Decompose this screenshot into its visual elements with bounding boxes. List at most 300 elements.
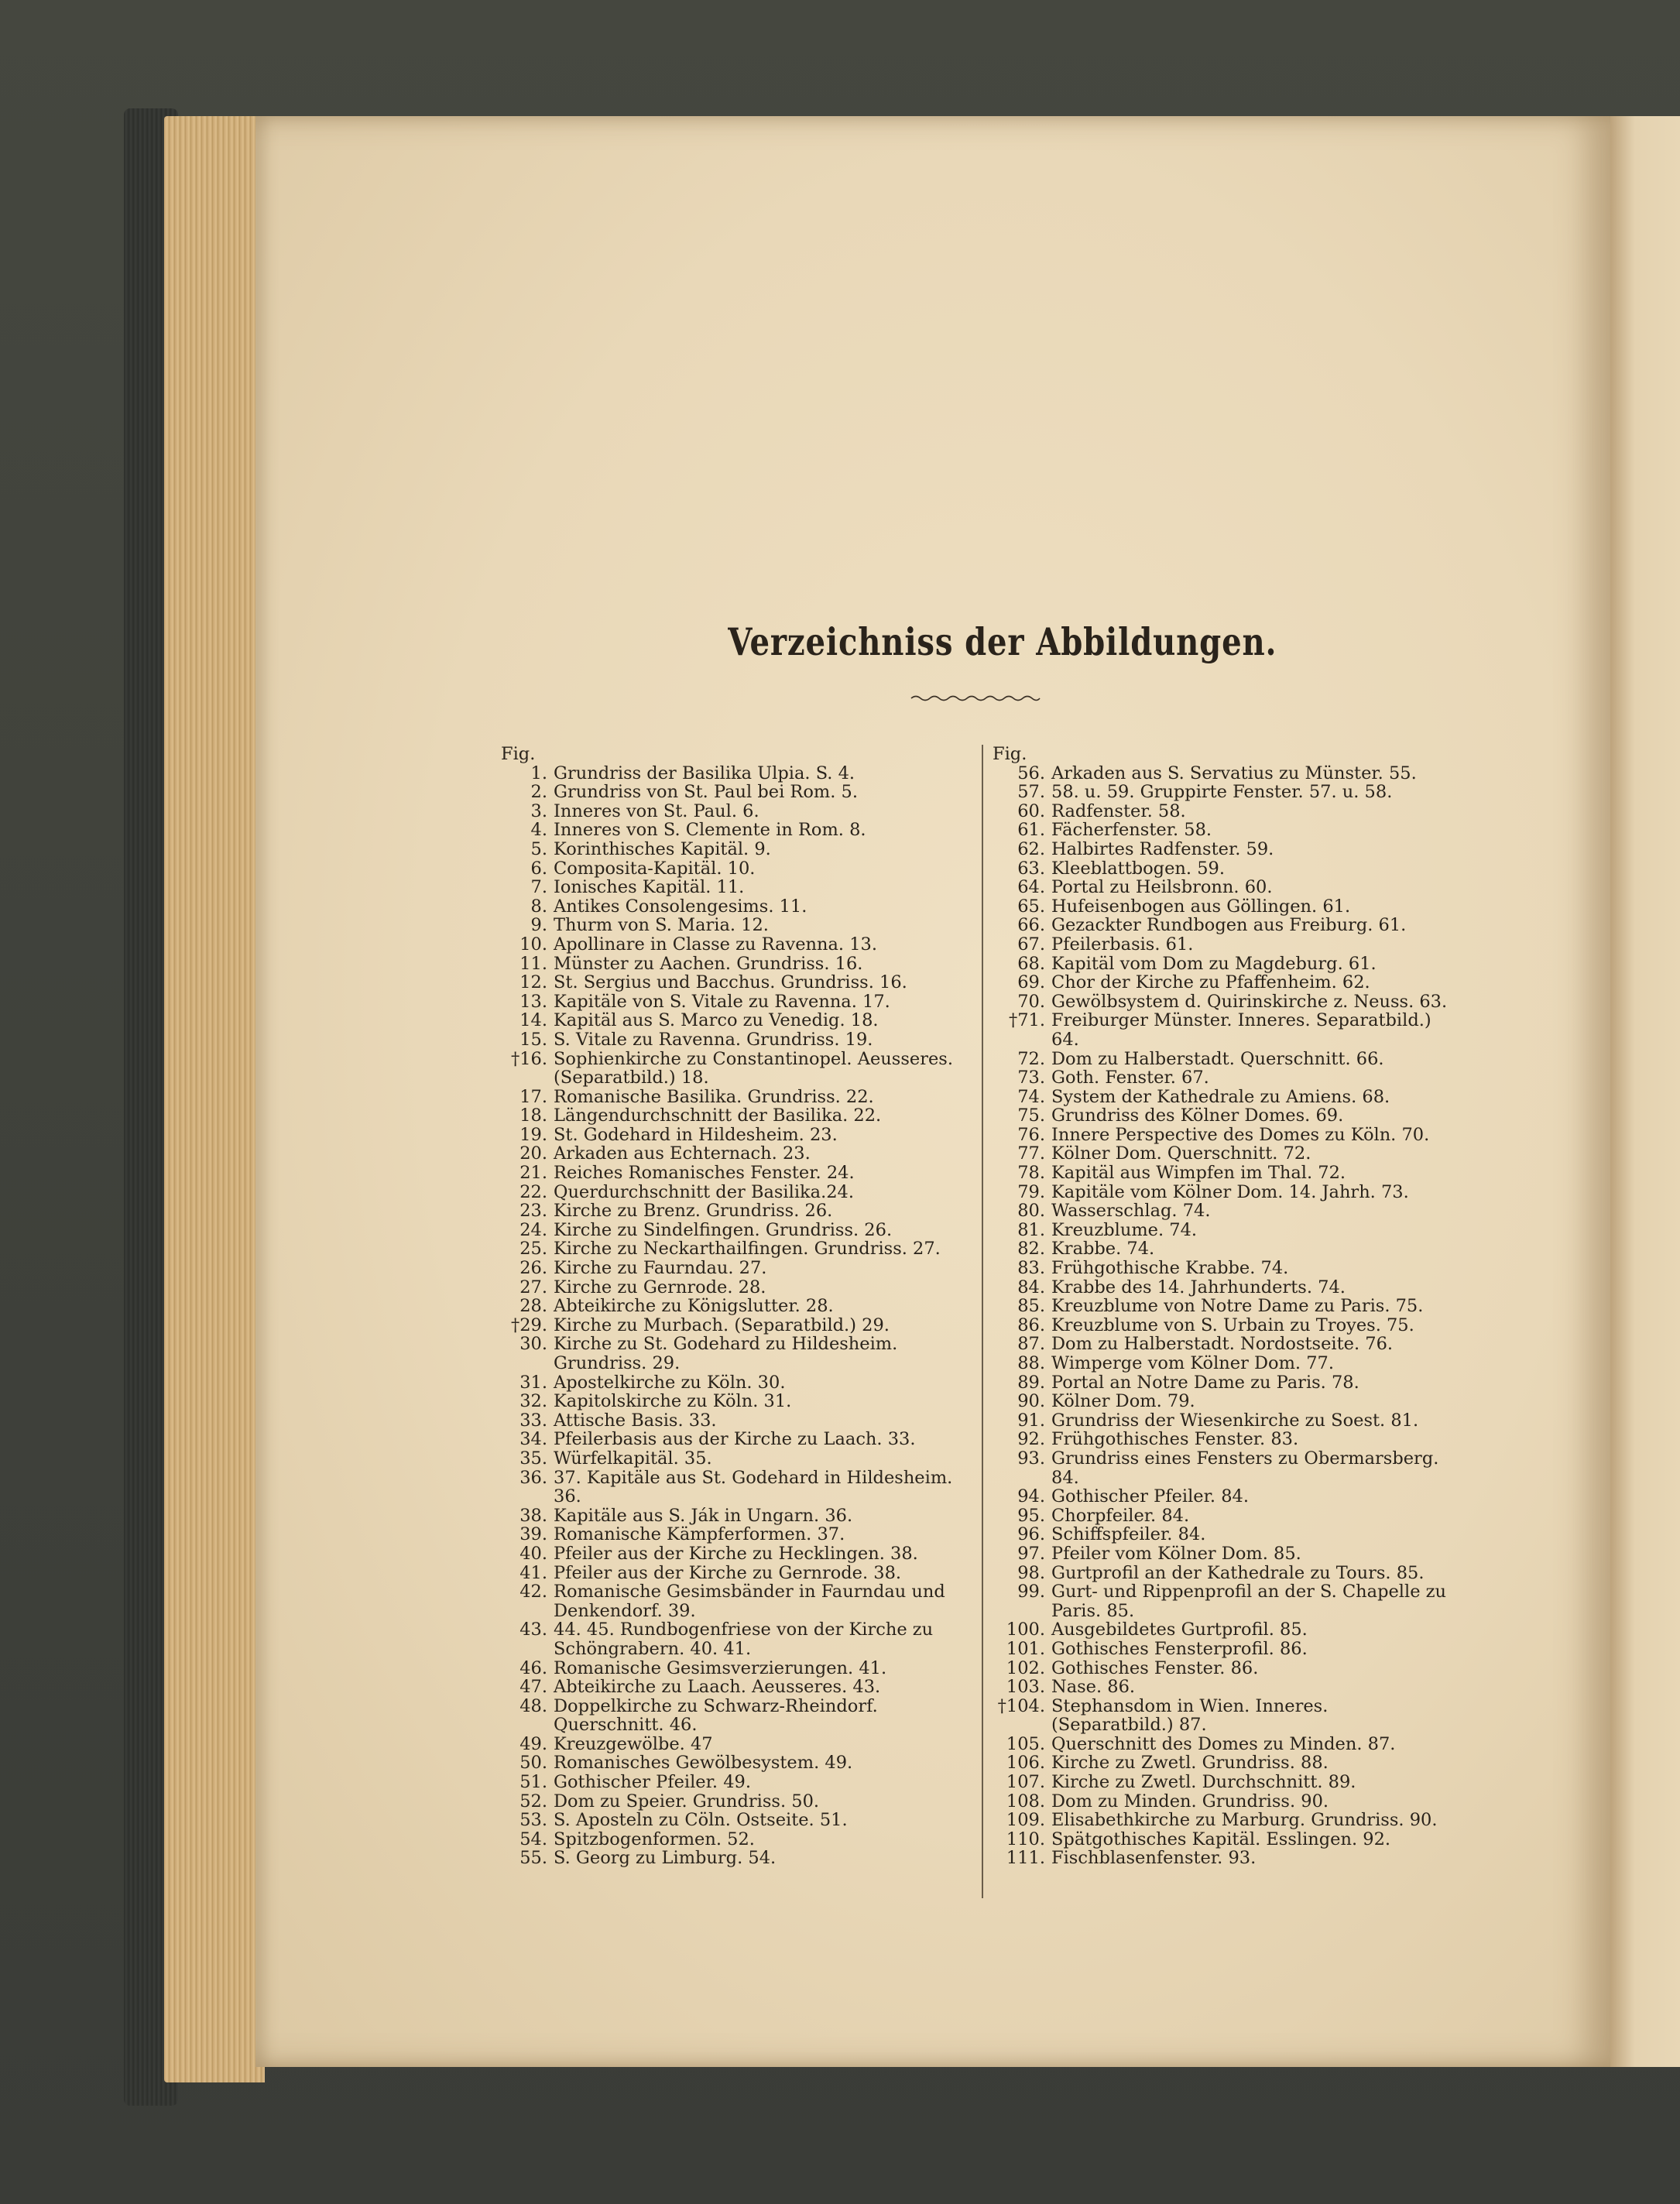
figure-caption: Frühgothische Krabbe. 74.	[1051, 1258, 1289, 1279]
figure-caption: St. Sergius und Bacchus. Grundriss. 16.	[554, 972, 907, 993]
figure-caption: Gothisches Fenster. 86.	[1051, 1657, 1259, 1678]
figure-number: 75.	[1017, 1105, 1045, 1126]
figure-number: 34.	[519, 1429, 547, 1450]
figure-caption: Pfeilerbasis. 61.	[1051, 934, 1194, 955]
figure-caption: Inneres von St. Paul. 6.	[554, 800, 759, 821]
figure-number: 87.	[1017, 1334, 1045, 1355]
figure-entry	[499, 1449, 979, 1469]
figure-number: 4.	[530, 820, 547, 841]
figure-caption: Kapitäle aus S. Ják in Ungarn. 36.	[554, 1505, 853, 1526]
figure-entry	[991, 1753, 1455, 1773]
figure-caption: Krabbe. 74.	[1051, 1239, 1155, 1260]
figure-entry	[499, 1011, 979, 1030]
figure-number: 100.	[1006, 1620, 1045, 1640]
figure-number: 41.	[519, 1562, 547, 1583]
figure-number: 48.	[519, 1695, 547, 1716]
figure-entry	[991, 1678, 1455, 1697]
figure-caption: Antikes Consolengesims. 11.	[554, 896, 807, 917]
figure-caption: Kirche zu Faurndau. 27.	[554, 1258, 767, 1279]
figure-entry	[499, 897, 979, 917]
figure-number: 3.	[530, 800, 547, 821]
figure-caption: Kapitäl aus S. Marco zu Venedig. 18.	[554, 1010, 879, 1031]
title-ornament	[910, 693, 1041, 704]
figure-caption: Innere Perspective des Domes zu Köln. 70.	[1051, 1124, 1430, 1145]
figure-number: 56.	[1017, 763, 1045, 783]
figure-entry	[991, 973, 1455, 992]
figure-entry	[991, 859, 1455, 879]
figure-number: 74.	[1017, 1086, 1045, 1107]
figure-entry	[499, 1106, 979, 1126]
figure-entry	[499, 1792, 979, 1812]
figure-caption: S. Georg zu Limburg. 54.	[554, 1848, 777, 1869]
column-divider	[982, 745, 983, 1898]
left-entries	[499, 764, 979, 1868]
figure-caption: 58. u. 59. Gruppirte Fenster. 57. u. 58.	[1051, 782, 1393, 803]
figure-number: 62.	[1017, 838, 1045, 859]
figure-caption: Kirche zu Zwetl. Durchschnitt. 89.	[1051, 1772, 1356, 1793]
figure-caption: Arkaden aus S. Servatius zu Münster. 55.	[1051, 763, 1417, 783]
figure-number: 47.	[519, 1677, 547, 1698]
figure-entry	[499, 1544, 979, 1564]
figure-entry	[499, 973, 979, 992]
figure-entry	[991, 1354, 1455, 1373]
figure-list-right	[991, 745, 1455, 1868]
next-page-edge	[1610, 116, 1680, 2067]
figure-caption: Kirche zu St. Godehard zu Hildesheim. Grundriss. 29.	[554, 1334, 898, 1373]
figure-number: 64.	[1017, 877, 1045, 898]
figure-entry	[991, 1449, 1455, 1487]
figure-entry	[991, 1411, 1455, 1431]
figure-number: 43.	[519, 1620, 547, 1640]
figure-number: 15.	[519, 1029, 547, 1050]
figure-caption: Stephansdom in Wien. Inneres. (Separatbild.) 87.	[1051, 1695, 1329, 1736]
figure-number: 50.	[519, 1753, 547, 1774]
figure-entry	[499, 992, 979, 1012]
figure-caption: Freiburger Münster. Inneres. Separatbild.) 64.	[1051, 1010, 1431, 1050]
figure-entry	[991, 992, 1455, 1012]
figure-caption: Kreuzblume von Notre Dame zu Paris. 75.	[1051, 1296, 1424, 1317]
figure-number: 17.	[519, 1086, 547, 1107]
figure-number: 93.	[1017, 1448, 1045, 1469]
figure-caption: Schiffspfeiler. 84.	[1051, 1524, 1206, 1545]
figure-caption: Pfeiler vom Kölner Dom. 85.	[1051, 1543, 1301, 1564]
figure-caption: Kreuzblume von S. Urbain zu Troyes. 75.	[1051, 1315, 1414, 1335]
figure-caption: Kirche zu Murbach. (Separatbild.) 29.	[554, 1315, 890, 1335]
figure-entry	[991, 1126, 1455, 1145]
figure-number: 42.	[519, 1582, 547, 1602]
figure-caption: Apostelkirche zu Köln. 30.	[554, 1372, 786, 1393]
figure-caption: Kirche zu Sindelfingen. Grundriss. 26.	[554, 1219, 893, 1240]
figure-caption: Grundriss der Wiesenkirche zu Soest. 81.	[1051, 1410, 1419, 1431]
figure-number: 25.	[519, 1239, 547, 1260]
figure-number: 99.	[1017, 1582, 1045, 1602]
figure-entry	[991, 1201, 1455, 1221]
figure-entry	[499, 1753, 979, 1773]
figure-number: 65.	[1017, 896, 1045, 917]
figure-number: 6.	[530, 858, 547, 879]
figure-entry	[991, 1430, 1455, 1449]
figure-number: 35.	[519, 1448, 547, 1469]
figure-entry	[499, 1239, 979, 1259]
figure-caption: Arkaden aus Echternach. 23.	[554, 1143, 811, 1164]
figure-entry	[499, 1582, 979, 1620]
figure-entry	[991, 764, 1455, 783]
figure-entry	[991, 1068, 1455, 1088]
figure-entry	[991, 878, 1455, 897]
figure-caption: Kleeblattbogen. 59.	[1051, 858, 1225, 879]
figure-caption: Halbirtes Radfenster. 59.	[1051, 838, 1274, 859]
figure-entry	[499, 1430, 979, 1449]
figure-number: 90.	[1017, 1391, 1045, 1412]
figure-entry	[499, 802, 979, 821]
figure-entry	[991, 916, 1455, 935]
figure-entry	[499, 1620, 979, 1658]
figure-number: 33.	[519, 1410, 547, 1431]
figure-caption: Querschnitt des Domes zu Minden. 87.	[1051, 1733, 1396, 1754]
figure-caption: Kreuzgewölbe. 47	[554, 1733, 713, 1754]
figure-entry	[499, 878, 979, 897]
figure-caption: Abteikirche zu Laach. Aeusseres. 43.	[554, 1677, 881, 1698]
figure-entry	[991, 1221, 1455, 1240]
figure-list-left	[499, 745, 979, 1868]
figure-entry	[499, 1849, 979, 1868]
figure-caption: Münster zu Aachen. Grundriss. 16.	[554, 953, 863, 974]
figure-caption: Ausgebildetes Gurtprofil. 85.	[1051, 1620, 1308, 1640]
figure-entry	[991, 1373, 1455, 1393]
figure-caption: Kapitäl aus Wimpfen im Thal. 72.	[1051, 1163, 1346, 1184]
figure-entry	[991, 1620, 1455, 1640]
figure-number: 72.	[1017, 1048, 1045, 1069]
figure-number: 107.	[1006, 1772, 1045, 1793]
figure-number: 70.	[1017, 991, 1045, 1012]
figure-entry	[499, 1773, 979, 1792]
figure-entry	[991, 1659, 1455, 1678]
figure-caption: Apollinare in Classe zu Ravenna. 13.	[554, 934, 878, 955]
figure-entry	[499, 1201, 979, 1221]
figure-entry	[991, 783, 1455, 802]
figure-number: 92.	[1017, 1429, 1045, 1450]
figure-number: 11.	[519, 953, 547, 974]
figure-caption: Pfeilerbasis aus der Kirche zu Laach. 33.	[554, 1429, 916, 1450]
figure-entry	[991, 1278, 1455, 1297]
figure-number: 46.	[519, 1657, 547, 1678]
figure-entry	[499, 1525, 979, 1544]
figure-caption: Ionisches Kapitäl. 11.	[554, 877, 745, 898]
figure-caption: Kirche zu Gernrode. 28.	[554, 1277, 766, 1297]
figure-caption: Abteikirche zu Königslutter. 28.	[554, 1296, 834, 1317]
figure-number: 32.	[519, 1391, 547, 1412]
figure-number: 68.	[1017, 953, 1045, 974]
figure-entry	[991, 1239, 1455, 1259]
figure-caption: Kapitolskirche zu Köln. 31.	[554, 1391, 792, 1412]
figure-caption: Längendurchschnitt der Basilika. 22.	[554, 1105, 882, 1126]
figure-number: 103.	[1006, 1677, 1045, 1698]
figure-caption: Wimperge vom Kölner Dom. 77.	[1051, 1353, 1335, 1373]
figure-caption: Portal zu Heilsbronn. 60.	[1051, 877, 1273, 898]
figure-number: 12.	[519, 972, 547, 993]
figure-number: 111.	[1006, 1848, 1045, 1869]
figure-caption: Kirche zu Neckarthailfingen. Grundriss. 27.	[554, 1239, 941, 1260]
figure-caption: Thurm von S. Maria. 12.	[554, 915, 769, 936]
figure-number: 102.	[1006, 1657, 1045, 1678]
figure-entry	[499, 764, 979, 783]
figure-caption: St. Godehard in Hildesheim. 23.	[554, 1124, 838, 1145]
figure-entry	[499, 1564, 979, 1583]
figure-number: 80.	[1017, 1201, 1045, 1222]
figure-number: 1.	[530, 763, 547, 783]
figure-number: 86.	[1017, 1315, 1045, 1335]
figure-number: 57.	[1017, 782, 1045, 803]
figure-caption: Chorpfeiler. 84.	[1051, 1505, 1190, 1526]
figure-entry	[499, 1126, 979, 1145]
figure-number: 2.	[530, 782, 547, 803]
fig-heading-left: Fig.	[501, 744, 536, 764]
figure-number: 69.	[1017, 972, 1045, 993]
figure-number: 55.	[519, 1848, 547, 1869]
figure-entry	[991, 1640, 1455, 1659]
figure-number: 91.	[1017, 1410, 1045, 1431]
figure-entry	[991, 1011, 1455, 1049]
figure-entry	[991, 897, 1455, 917]
figure-entry	[991, 1792, 1455, 1812]
figure-number: 13.	[519, 991, 547, 1012]
figure-caption: Romanische Kämpferformen. 37.	[554, 1524, 845, 1545]
figure-entry	[991, 821, 1455, 840]
right-entries	[991, 764, 1455, 1868]
figure-entry	[499, 1088, 979, 1107]
figure-number: 109.	[1006, 1810, 1045, 1831]
figure-caption: Kapitäle vom Kölner Dom. 14. Jahrh. 73.	[1051, 1181, 1409, 1202]
figure-caption: Grundriss von St. Paul bei Rom. 5.	[554, 782, 859, 803]
figure-caption: Kölner Dom. 79.	[1051, 1391, 1195, 1412]
figure-caption: Goth. Fenster. 67.	[1051, 1068, 1209, 1088]
figure-caption: Pfeiler aus der Kirche zu Hecklingen. 38.	[554, 1543, 918, 1564]
figure-caption: Korinthisches Kapitäl. 9.	[554, 838, 771, 859]
figure-entry	[991, 1106, 1455, 1126]
figure-entry	[499, 1411, 979, 1431]
figure-number: 5.	[530, 838, 547, 859]
figure-entry	[499, 1221, 979, 1240]
figure-number: 82.	[1017, 1239, 1045, 1260]
figure-caption: Gewölbsystem d. Quirinskirche z. Neuss. 63.	[1051, 991, 1448, 1012]
figure-number: 53.	[519, 1810, 547, 1831]
figure-caption: Querdurchschnitt der Basilika.24.	[554, 1181, 855, 1202]
figure-number: 38.	[519, 1505, 547, 1526]
figure-caption: Gothischer Pfeiler. 84.	[1051, 1486, 1249, 1507]
figure-entry	[499, 1297, 979, 1316]
figure-entry	[991, 1392, 1455, 1411]
figure-entry	[499, 1259, 979, 1278]
figure-number: 105.	[1006, 1733, 1045, 1754]
figure-entry	[991, 955, 1455, 974]
figure-caption: Attische Basis. 33.	[554, 1410, 717, 1431]
figure-entry	[991, 1525, 1455, 1544]
figure-entry	[499, 1144, 979, 1164]
figure-entry	[499, 1830, 979, 1849]
figure-number: 7.	[530, 877, 547, 898]
figure-caption: Reiches Romanisches Fenster. 24.	[554, 1163, 855, 1184]
figure-entry	[991, 1564, 1455, 1583]
figure-caption: Frühgothisches Fenster. 83.	[1051, 1429, 1299, 1450]
figure-caption: System der Kathedrale zu Amiens. 68.	[1051, 1086, 1390, 1107]
figure-entry	[499, 1373, 979, 1393]
figure-entry	[499, 859, 979, 879]
figure-entry	[991, 840, 1455, 859]
figure-number: 67.	[1017, 934, 1045, 955]
figure-entry	[991, 802, 1455, 821]
figure-number: 9.	[530, 915, 547, 936]
figure-number: 98.	[1017, 1562, 1045, 1583]
page-edges	[164, 116, 265, 2082]
figure-entry	[991, 1506, 1455, 1526]
figure-number: 18.	[519, 1105, 547, 1126]
figure-number: 31.	[519, 1372, 547, 1393]
figure-caption: Gezackter Rundbogen aus Freiburg. 61.	[1051, 915, 1407, 936]
figure-number: 10.	[519, 934, 547, 955]
figure-entry	[499, 1506, 979, 1526]
figure-number: 24.	[519, 1219, 547, 1240]
figure-caption: Hufeisenbogen aus Göllingen. 61.	[1051, 896, 1351, 917]
figure-number: 51.	[519, 1772, 547, 1793]
figure-caption: Composita-Kapitäl. 10.	[554, 858, 756, 879]
figure-number: 97.	[1017, 1543, 1045, 1564]
figure-number: †16.	[510, 1048, 547, 1069]
figure-caption: Elisabethkirche zu Marburg. Grundriss. 90.	[1051, 1810, 1438, 1831]
figure-caption: Inneres von S. Clemente in Rom. 8.	[554, 820, 866, 841]
figure-caption: Spätgothisches Kapitäl. Esslingen. 92.	[1051, 1829, 1391, 1849]
figure-number: 63.	[1017, 858, 1045, 879]
figure-number: 40.	[519, 1543, 547, 1564]
figure-caption: Kölner Dom. Querschnitt. 72.	[1051, 1143, 1311, 1164]
figure-caption: Wasserschlag. 74.	[1051, 1201, 1211, 1222]
figure-entry	[991, 1316, 1455, 1335]
figure-caption: Spitzbogenformen. 52.	[554, 1829, 755, 1849]
figure-entry	[991, 1582, 1455, 1620]
figure-caption: Romanisches Gewölbesystem. 49.	[554, 1753, 853, 1774]
figure-caption: Romanische Gesimsverzierungen. 41.	[554, 1657, 887, 1678]
figure-number: 84.	[1017, 1277, 1045, 1297]
figure-caption: S. Vitale zu Ravenna. Grundriss. 19.	[554, 1029, 873, 1050]
figure-number: 83.	[1017, 1258, 1045, 1279]
figure-entry	[991, 1144, 1455, 1164]
figure-number: 39.	[519, 1524, 547, 1545]
figure-caption: Fischblasenfenster. 93.	[1051, 1848, 1257, 1869]
figure-entry	[499, 1050, 979, 1088]
figure-entry	[991, 1297, 1455, 1316]
figure-number: 66.	[1017, 915, 1045, 936]
figure-number: †71.	[1008, 1010, 1045, 1031]
figure-number: 106.	[1006, 1753, 1045, 1774]
figure-caption: Nase. 86.	[1051, 1677, 1136, 1698]
figure-number: 52.	[519, 1791, 547, 1812]
figure-caption: Kapitäl vom Dom zu Magdeburg. 61.	[1051, 953, 1377, 974]
figure-caption: Grundriss eines Fensters zu Obermarsberg. 84.	[1051, 1448, 1439, 1488]
figure-entry	[991, 1050, 1455, 1069]
figure-number: 110.	[1006, 1829, 1045, 1849]
figure-entry	[991, 1544, 1455, 1564]
figure-caption: Pfeiler aus der Kirche zu Gernrode. 38.	[554, 1562, 902, 1583]
figure-number: 85.	[1017, 1296, 1045, 1317]
figure-number: 88.	[1017, 1353, 1045, 1373]
figure-entry	[991, 1335, 1455, 1354]
figure-entry	[991, 1697, 1455, 1735]
figure-entry	[499, 1659, 979, 1678]
figure-caption: Grundriss der Basilika Ulpia. S. 4.	[554, 763, 855, 783]
figure-entry	[499, 955, 979, 974]
figure-entry	[499, 1697, 979, 1735]
figure-entry	[991, 1830, 1455, 1849]
figure-number: 96.	[1017, 1524, 1045, 1545]
figure-number: 60.	[1017, 800, 1045, 821]
figure-number: 79.	[1017, 1181, 1045, 1202]
figure-caption: Würfelkapitäl. 35.	[554, 1448, 712, 1469]
figure-number: 30.	[519, 1334, 547, 1355]
figure-caption: Kreuzblume. 74.	[1051, 1219, 1198, 1240]
figure-number: †29.	[510, 1315, 547, 1335]
figure-number: 95.	[1017, 1505, 1045, 1526]
figure-entry	[499, 1316, 979, 1335]
figure-entry	[991, 1259, 1455, 1278]
page-title: Verzeichniss der Abbildungen.	[728, 619, 1277, 664]
figure-entry	[499, 1030, 979, 1050]
figure-entry	[991, 1811, 1455, 1830]
figure-number: 22.	[519, 1181, 547, 1202]
figure-number: 94.	[1017, 1486, 1045, 1507]
figure-number: 23.	[519, 1201, 547, 1222]
figure-entry	[991, 1849, 1455, 1868]
figure-number: †104.	[997, 1695, 1045, 1716]
figure-entry	[499, 1335, 979, 1373]
figure-entry	[991, 1183, 1455, 1202]
figure-caption: Gurt- und Rippenprofil an der S. Chapelle zu Paris. 85.	[1051, 1582, 1447, 1621]
figure-entry	[991, 935, 1455, 955]
figure-caption: Dom zu Speier. Grundriss. 50.	[554, 1791, 820, 1812]
figure-caption: S. Aposteln zu Cöln. Ostseite. 51.	[554, 1810, 848, 1831]
figure-caption: Gothischer Pfeiler. 49.	[554, 1772, 751, 1793]
figure-entry	[499, 783, 979, 802]
figure-number: 49.	[519, 1733, 547, 1754]
figure-number: 108.	[1006, 1791, 1045, 1812]
figure-entry	[499, 1164, 979, 1183]
figure-number: 61.	[1017, 820, 1045, 841]
figure-entry	[499, 1735, 979, 1754]
figure-entry	[499, 935, 979, 955]
figure-entry	[991, 1164, 1455, 1183]
figure-caption: 37. Kapitäle aus St. Godehard in Hildesheim. 36.	[554, 1467, 953, 1507]
figure-entry	[991, 1487, 1455, 1506]
figure-caption: Gurtprofil an der Kathedrale zu Tours. 85.	[1051, 1562, 1425, 1583]
figure-number: 78.	[1017, 1163, 1045, 1184]
figure-caption: Dom zu Minden. Grundriss. 90.	[1051, 1791, 1329, 1812]
figure-caption: Romanische Basilika. Grundriss. 22.	[554, 1086, 874, 1107]
figure-entry	[499, 821, 979, 840]
figure-number: 20.	[519, 1143, 547, 1164]
figure-caption: 44. 45. Rundbogenfriese von der Kirche zu Schöngrabern. 40. 41.	[554, 1620, 934, 1659]
figure-entry	[991, 1735, 1455, 1754]
figure-caption: Sophienkirche zu Constantinopel. Aeusseres. (Separatbild.) 18.	[554, 1048, 953, 1088]
figure-number: 89.	[1017, 1372, 1045, 1393]
figure-entry	[499, 840, 979, 859]
figure-entry	[499, 1278, 979, 1297]
figure-entry	[499, 1678, 979, 1697]
figure-entry	[499, 1392, 979, 1411]
figure-caption: Fächerfenster. 58.	[1051, 820, 1212, 841]
figure-entry	[991, 1088, 1455, 1107]
figure-number: 54.	[519, 1829, 547, 1849]
figure-number: 36.	[519, 1467, 547, 1488]
figure-entry	[499, 1183, 979, 1202]
figure-caption: Romanische Gesimsbänder in Faurndau und Denkendorf. 39.	[554, 1582, 945, 1621]
